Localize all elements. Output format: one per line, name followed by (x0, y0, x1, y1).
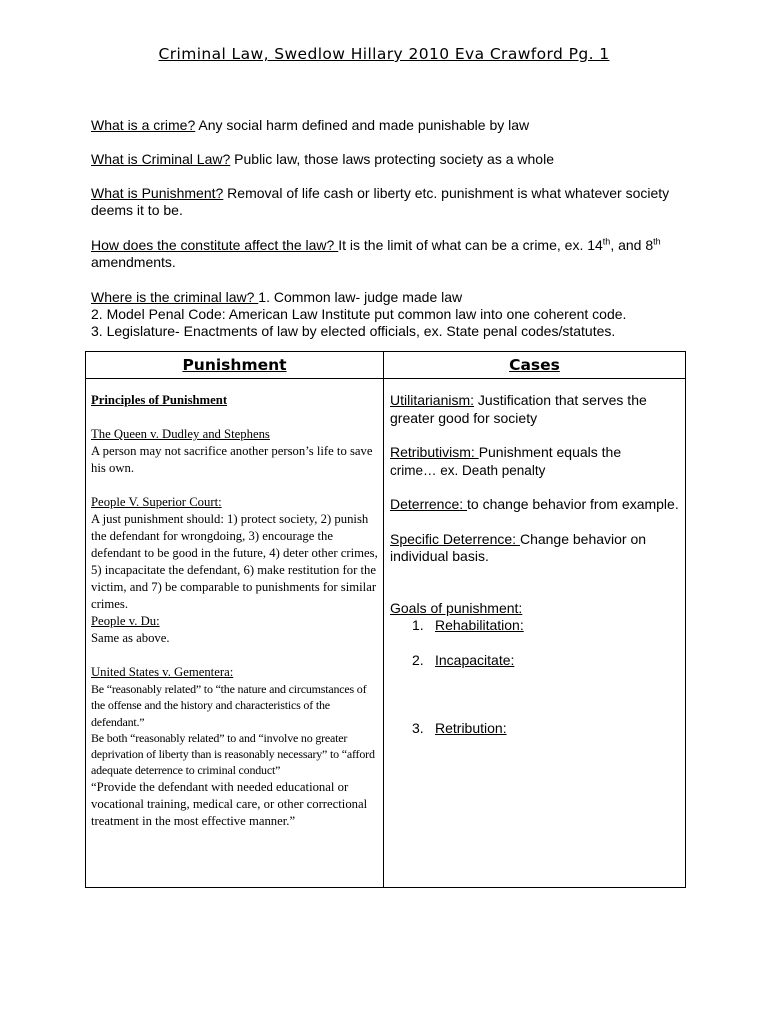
definition-cont: crime… ex. Death penalty (390, 462, 546, 478)
punishment-column (86, 379, 384, 888)
goal-item (390, 617, 679, 635)
goal-item (390, 652, 679, 670)
question: What is Punishment? (91, 185, 224, 201)
qa-item-where (91, 289, 681, 340)
case-text: Be both “reasonably related” to and “involve no greater deprivation of liberty than is reasonably necessary” to “afford adequate deterrence to criminal conduct” (91, 730, 375, 778)
definition: Punishment equals the (478, 444, 622, 460)
answer-line: 3. Legislature- Enactments of law by elected officials, ex. State penal codes/statutes. (91, 323, 616, 339)
answer-cont: amendments. (91, 254, 176, 270)
punishment-cases-table (85, 351, 686, 888)
question: What is Criminal Law? (91, 151, 231, 167)
goal-item (390, 720, 679, 738)
answer: Public law, those laws protecting society as a whole (230, 151, 554, 167)
section-heading: Principles of Punishment (91, 393, 228, 407)
term: Retributivism: (390, 444, 479, 460)
header-cell-cases (384, 352, 686, 379)
question: How does the constitute affect the law? (91, 237, 339, 253)
cases-column (384, 379, 686, 888)
qa-item-crime (91, 117, 681, 134)
case-text: Same as above. (91, 631, 170, 645)
answer: It is the limit of what can be a crime, ex. 14 (338, 237, 603, 253)
term: Utilitarianism: (390, 392, 475, 408)
goal-label: Rehabilitation: (435, 617, 524, 633)
case-title: The Queen v. Dudley and Stephens (91, 427, 270, 441)
answer-line: 2. Model Penal Code: American Law Institute put common law into one coherent code. (91, 306, 627, 322)
definition: to change behavior from example. (467, 496, 679, 512)
case-title: People v. Du: (91, 614, 160, 628)
case-text: “Provide the defendant with needed educational or vocational training, medical care, or other correctional treatment in the most effective manner.” (91, 779, 368, 828)
goal-number: 3. (412, 720, 424, 736)
header-cell-punishment (86, 352, 384, 379)
definition: Justification that serves the greater good for society (390, 392, 647, 426)
case-title: United States v. Gementera: (91, 665, 234, 679)
page-header (0, 45, 768, 63)
qa-item-constitution (91, 237, 681, 271)
superscript: th (602, 236, 611, 247)
definition: Change behavior on individual basis. (390, 530, 647, 564)
page-title: Criminal Law, Swedlow Hillary 2010 Eva Crawford Pg. 1 (158, 45, 610, 63)
goal-label: Incapacitate: (435, 651, 515, 668)
goals-heading: Goals of punishment: (390, 599, 523, 616)
case-title: People V. Superior Court: (91, 495, 222, 509)
case-text: A person may not sacrifice another person’s life to save his own. (91, 444, 373, 475)
case-text: A just punishment should: 1) protect society, 2) punish the defendant for wrongdoing, 3) encourage the defendant to be good in the future, 4) deter other crimes, 5) incapacitate the defendant, 6) make restitution for the victim, and 7) be comparable to punishments for similar crimes. (91, 512, 378, 611)
term: Deterrence: (390, 496, 468, 512)
goal-number: 2. (412, 651, 424, 668)
answer: Any social harm defined and made punishable by law (195, 117, 530, 133)
column-heading: Cases (509, 356, 560, 374)
question: Where is the criminal law? (91, 289, 259, 305)
column-heading: Punishment (182, 356, 287, 374)
qa-item-punishment (91, 185, 681, 219)
question: What is a crime? (91, 117, 196, 133)
superscript: th (653, 236, 661, 247)
goal-label: Retribution: (435, 720, 507, 736)
answer: Removal of life cash or liberty etc. punishment is what whatever society deems it to be. (91, 185, 670, 218)
answer-cont: , and 8 (610, 237, 654, 253)
term: Specific Deterrence: (390, 530, 520, 547)
case-text: Be “reasonably related” to “the nature and circumstances of the offense and the history and characteristics of the defendant.” (91, 682, 367, 729)
answer: 1. Common law- judge made law (258, 289, 463, 305)
qa-item-criminal-law (91, 151, 681, 168)
goal-number: 1. (412, 617, 424, 633)
